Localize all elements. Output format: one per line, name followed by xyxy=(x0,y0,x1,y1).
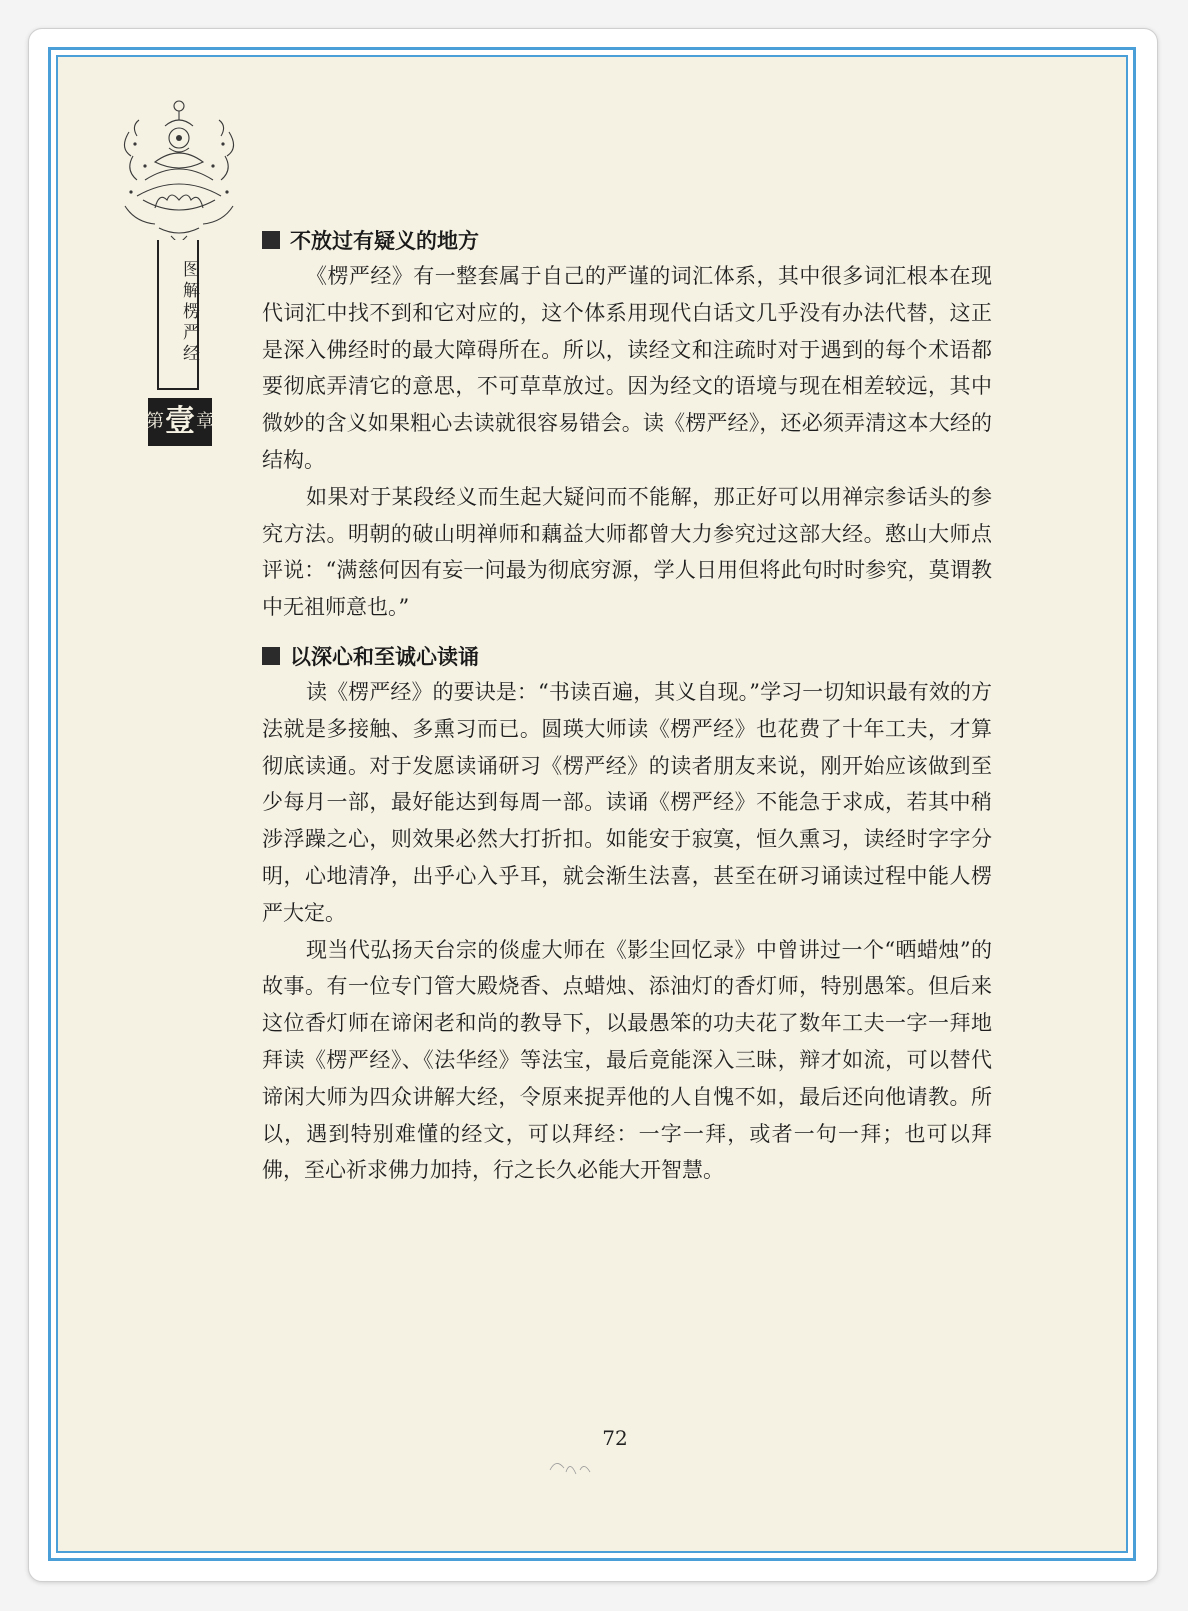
paragraph: 如果对于某段经义而生起大疑问而不能解，那正好可以用禅宗参话头的参究方法。明朝的破山明禅师和藕益大师都曾大力参究过这部大经。憨山大师点评说：“满慈何因有妄一问最为彻底穷源，学人日用但将此句时时参究，莫谓教中无祖师意也。” xyxy=(262,484,992,620)
paragraph: 读《楞严经》的要诀是：“书读百遍，其义自现。”学习一切知识最有效的方法就是多接触、多熏习而已。圆瑛大师读《楞严经》也花费了十年工夫，才算彻底读通。对于发愿读诵研习《楞严经》的读者朋友来说，刚开始应该做到至少每月一部，最好能达到每周一部。读诵《楞严经》不能急于求成，若其中稍涉浮躁之心，则效果必然大打折扣。如能安于寂寞，恒久熏习，读经时字字分明，心地清净，出乎心入乎耳，就会渐生法喜，甚至在研习诵读过程中能人楞严大定。 xyxy=(262,679,992,925)
page-number: 72 xyxy=(602,1426,628,1450)
square-bullet-icon xyxy=(262,647,280,665)
section-heading-text: 不放过有疑义的地方 xyxy=(290,229,479,253)
chapter-tab xyxy=(148,398,212,446)
section-heading-text: 以深心和至诚心读诵 xyxy=(290,644,479,669)
main-content xyxy=(262,222,992,1189)
chapter-tab-prefix: 第 xyxy=(146,411,164,432)
chapter-tab-number: 壹 xyxy=(165,404,195,439)
book-title-vertical-label xyxy=(157,240,199,390)
lotus-buddha-ornament xyxy=(115,96,243,246)
paragraph: 《楞严经》有一整套属于自己的严谨的词汇体系，其中很多词汇根本在现代词汇中找不到和它对应的，这个体系用现代白话文几乎没有办法代替，这正是深入佛经时的最大障碍所在。所以，读经文和注疏时对于遇到的每个术语都要彻底弄清它的意思，不可草草放过。因为经文的语境与现在相差较远，其中微妙的含义如果粗心去读就很容易错会。读《楞严经》，还必须弄清这本大经的结构。 xyxy=(262,264,992,472)
paragraph: 现当代弘扬天台宗的倓虚大师在《影尘回忆录》中曾讲过一个“晒蜡烛”的故事。有一位专门管大殿烧香、点蜡烛、添油灯的香灯师，特别愚笨。但后来这位香灯师在谛闲老和尚的教导下，以最愚笨的功夫花了数年工夫一字一拜地拜读《楞严经》、《法华经》等法宝，最后竟能深入三昧，辩才如流，可以替代谛闲大师为四众讲解大经，令原来捉弄他的人自愧不如，最后还向他请教。所以，遇到特别难懂的经文，可以拜经：一字一拜，或者一句一拜；也可以拜佛，至心祈求佛力加持，行之长久必能大开智慧。 xyxy=(262,937,992,1183)
square-bullet-icon xyxy=(262,231,280,249)
section-heading xyxy=(262,222,992,258)
chapter-tab-suffix: 章 xyxy=(196,411,214,432)
book-title-text: 图解楞严经 xyxy=(179,260,199,365)
section-heading xyxy=(262,638,992,674)
